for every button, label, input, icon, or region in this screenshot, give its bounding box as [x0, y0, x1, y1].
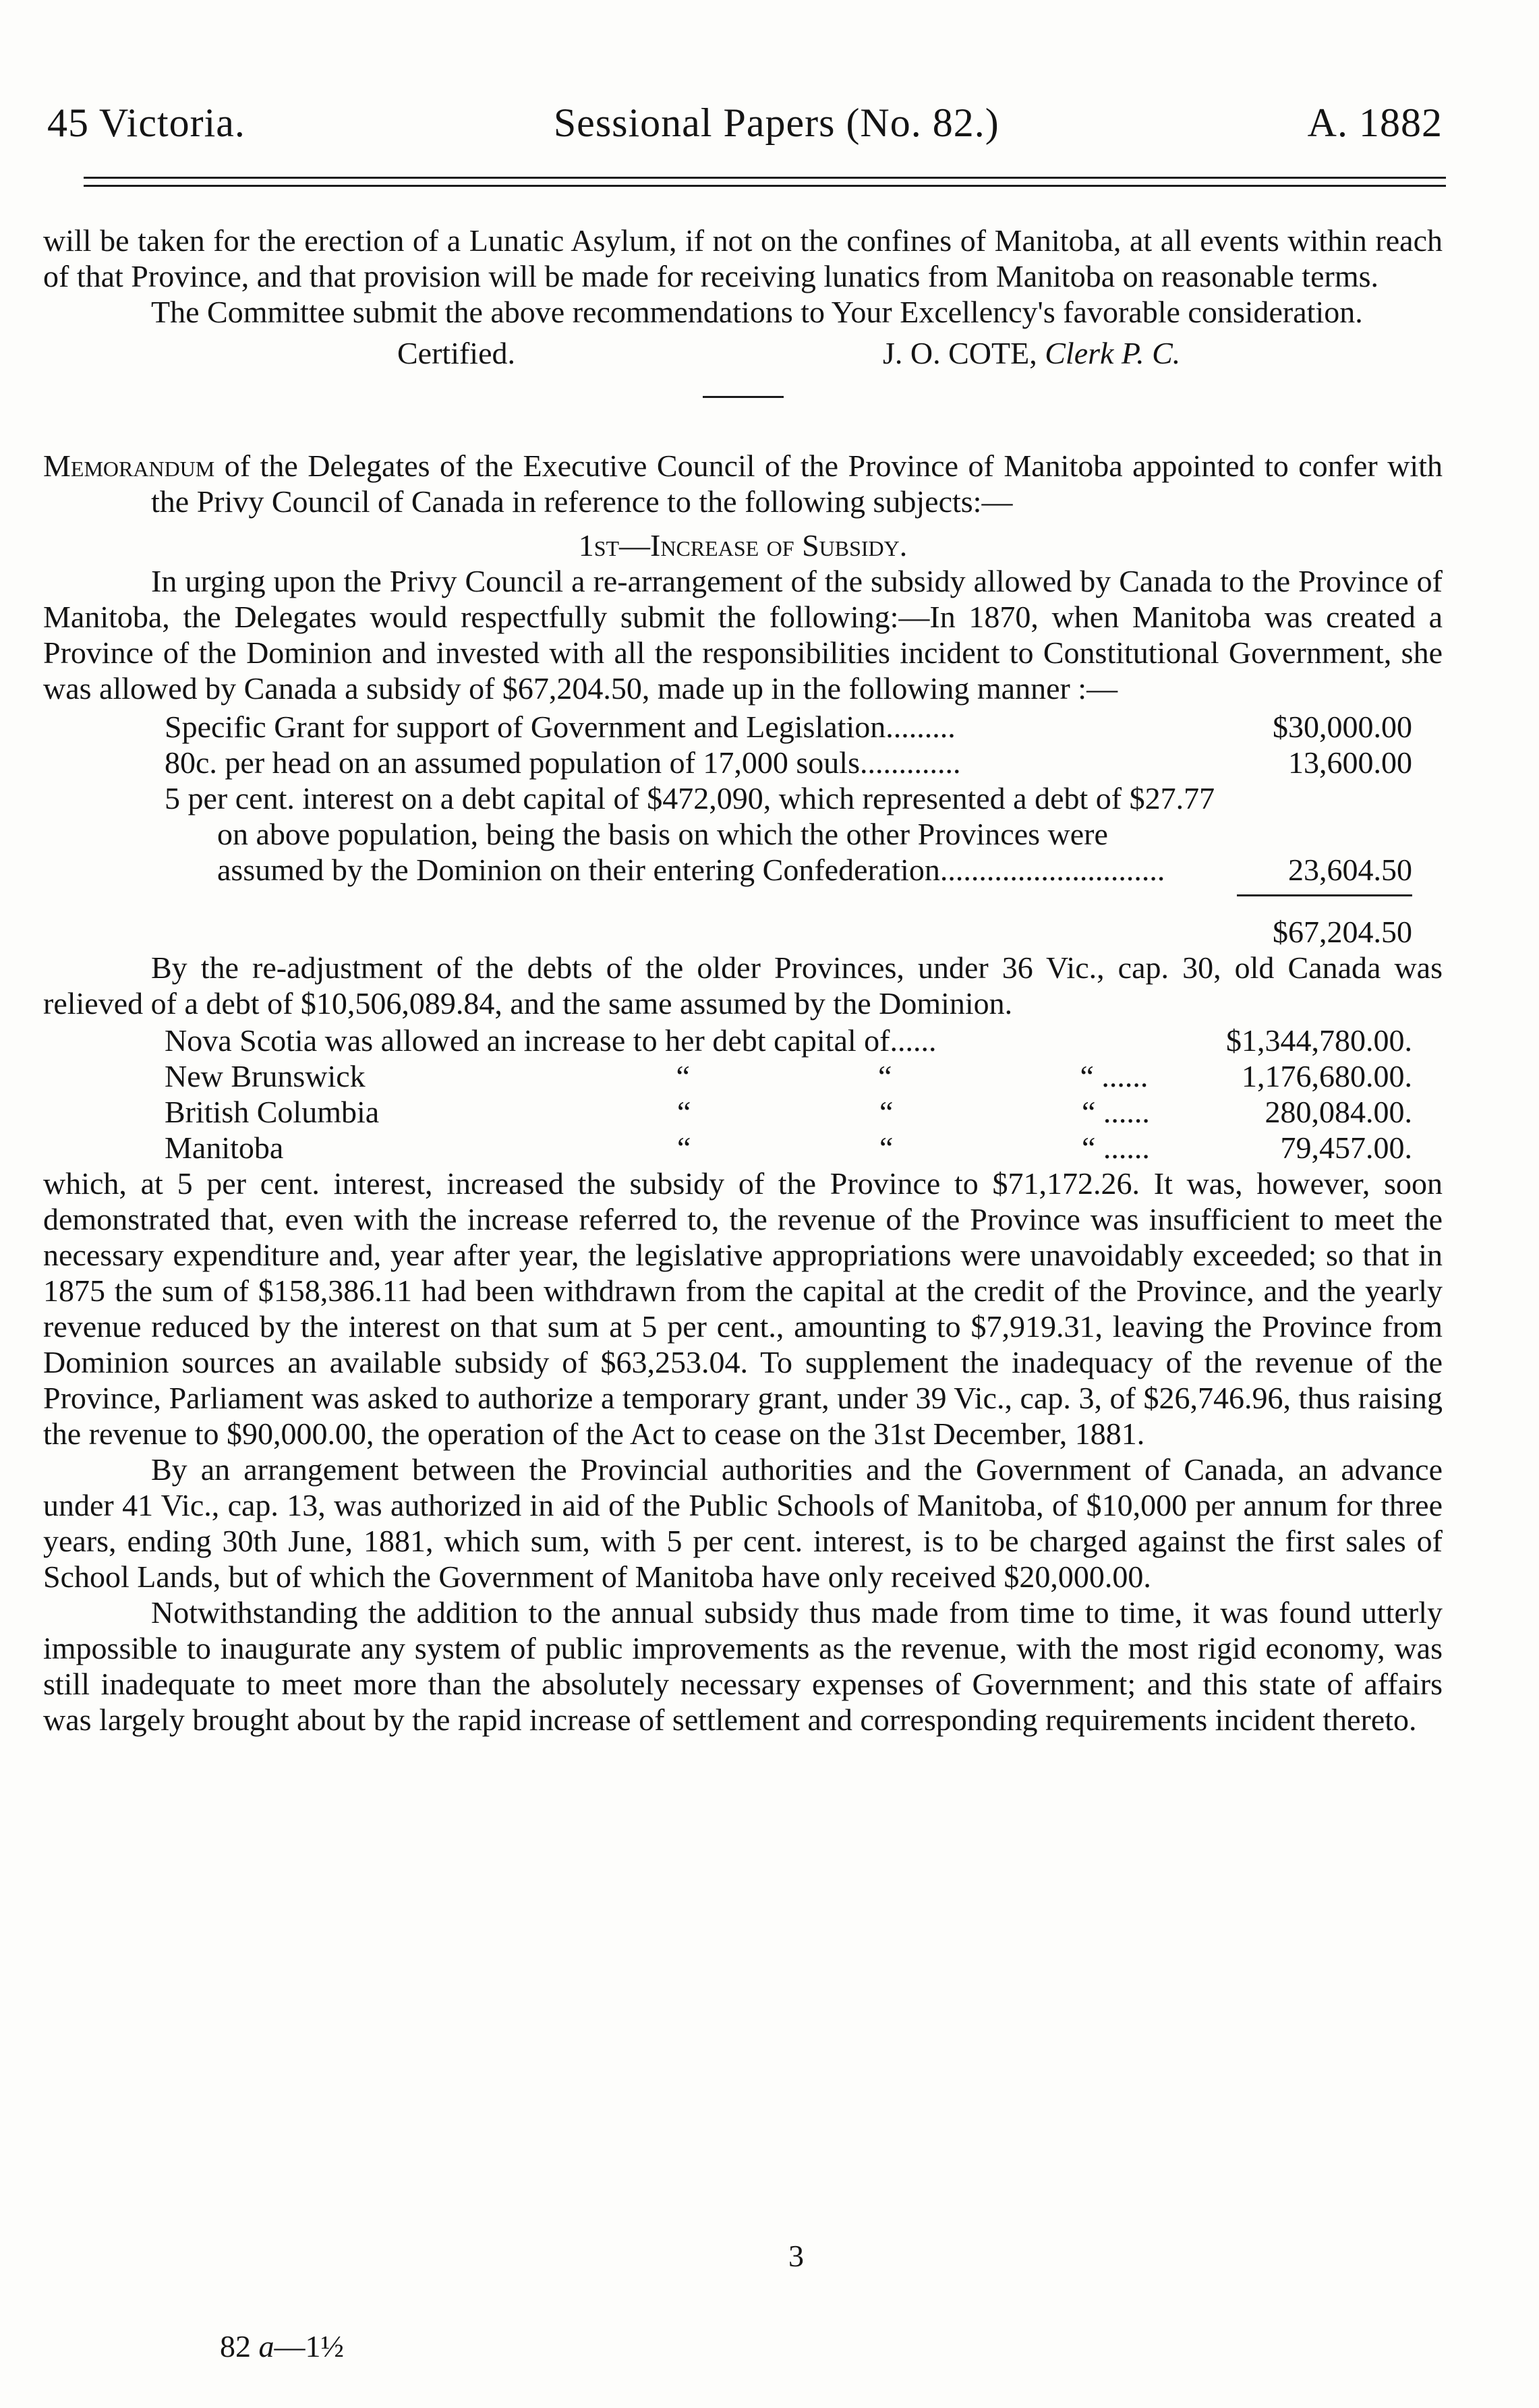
paragraph-lunatic-asylum: will be taken for the erection of a Lunatic Asylum, if not on the confines of Manitoba, at all events within reach of that Province, and that provision will be made for receiving lunatics from Manitoba on reasonable terms.: [43, 223, 1443, 293]
memorandum-heading: [43, 448, 1443, 519]
province-name: Nova Scotia was allowed an increase to her debt capital of......: [165, 1023, 937, 1058]
subsidy-desc: 5 per cent. interest on a debt capital of $472,090, which represented a debt of $27.77 on above population, being the basis on which the other Provinces were assumed by the Dominion on their entering Confederation.............................: [165, 781, 1215, 887]
header-year: A. 1882: [1307, 101, 1443, 145]
province-amount: 1,176,680.00.: [1242, 1059, 1413, 1093]
ditto-mark: “ ......: [1080, 1059, 1149, 1093]
ditto-mark: “: [879, 1095, 894, 1129]
paragraph-public-schools: By an arrangement between the Provincial authorities and the Government of Canada, an advance under 41 Vic., cap. 13, was authorized in aid of the Public Schools of Manitoba, of $10,000 per annum for three years, ending 30th June, 1881, which sum, with 5 per cent. interest, is to be charged against the first sales of School Lands, but of which the Government of Manitoba have only received $20,000.00.: [43, 1452, 1443, 1594]
subsidy-amount: 13,600.00: [1288, 745, 1412, 780]
subsidy-total: $67,204.50: [1273, 915, 1412, 949]
subsidy-amount: 23,604.50: [1288, 853, 1412, 887]
header-session: 45 Victoria.: [47, 101, 245, 145]
certification-line: [43, 335, 1443, 374]
subsidy-desc: 80c. per head on an assumed population of 17,000 souls.............: [165, 745, 961, 780]
body-text: [43, 223, 1443, 1738]
signature-number: 82: [220, 2329, 251, 2363]
ditto-mark: “ ......: [1082, 1095, 1150, 1129]
memorandum-lead: Memorandum: [43, 449, 215, 483]
subsidy-row: [165, 745, 1412, 780]
province-row: [165, 1094, 1412, 1130]
province-amount: 280,084.00.: [1265, 1095, 1412, 1129]
clerk-signature: [883, 335, 1180, 371]
printer-signature: [220, 2328, 344, 2364]
clerk-title: Clerk P. C.: [1045, 336, 1181, 370]
paragraph-subsidy-intro: In urging upon the Privy Council a re-arrangement of the subsidy allowed by Canada to the Province of Manitoba, the Delegates would respectfully submit the following:—In 1870, when Manitoba was created a Province of the Dominion and invested with all the responsibilities incident to Constitutional Government, she was allowed by Canada a subsidy of $67,204.50, made up in the following manner :—: [43, 564, 1443, 706]
ditto-mark: “: [879, 1130, 894, 1165]
section-heading-subsidy: 1st—Increase of Subsidy.: [578, 528, 908, 563]
subsidy-total-row: [43, 914, 1412, 950]
header-rule-bottom: [84, 185, 1446, 187]
subsidy-table: [165, 709, 1412, 896]
province-row: [165, 1023, 1412, 1058]
province-amount: $1,344,780.00.: [1226, 1023, 1412, 1058]
province-row: [165, 1130, 1412, 1166]
paragraph-public-improvements: Notwithstanding the addition to the annual subsidy thus made from time to time, it was found utterly impossible to inaugurate any system of public improvements as the revenue, with the most rigid economy, was still inadequate to meet more than the absolutely necessary expenses of Government; and this state of affairs was largely brought about by the rapid increase of settlement and corresponding requirements incident thereto.: [43, 1595, 1443, 1737]
signature-suffix: —1½: [274, 2329, 344, 2363]
document-page: [43, 0, 1443, 2408]
paragraph-revenue-inadequate: which, at 5 per cent. interest, increased the subsidy of the Province to $71,172.26. It was, however, soon demonstrated that, even with the increase referred to, the revenue of the Province was insufficient to meet the necessary expenditure and, year after year, the legislative appropriations were unavoidably exceeded; so that in 1875 the sum of $158,386.11 had been withdrawn from the capital at the credit of the Province, and the yearly revenue reduced by the interest on that sum at 5 per cent., amounting to $7,919.31, leaving the Province from Dominion sources an available subsidy of $63,253.04. To supplement the inadequacy of the revenue of the Province, Parliament was asked to authorize a temporary grant, under 39 Vic., cap. 3, of $26,746.96, thus raising the revenue to $90,000.00, the operation of the Act to cease on the 31st December, 1881.: [43, 1166, 1443, 1451]
province-name: British Columbia: [165, 1095, 380, 1129]
ditto-mark: “: [677, 1095, 691, 1129]
clerk-name: J. O. COTE,: [883, 336, 1037, 370]
ditto-mark: “ ......: [1082, 1130, 1150, 1165]
running-header: [43, 100, 1443, 146]
ditto-mark: “: [677, 1130, 691, 1165]
province-name: New Brunswick: [165, 1059, 366, 1093]
section-divider: [703, 396, 784, 398]
header-double-rule: [84, 177, 1446, 187]
paragraph-readjustment: By the re-adjustment of the debts of the older Provinces, under 36 Vic., cap. 30, old Canada was relieved of a debt of $10,506,089.84, and the same assumed by the Dominion.: [43, 950, 1443, 1021]
header-title: Sessional Papers (No. 82.): [553, 101, 999, 145]
province-name: Manitoba: [165, 1130, 284, 1165]
province-debt-table: [165, 1023, 1412, 1166]
subsidy-total-rule: [1237, 894, 1412, 896]
subsidy-row: [165, 709, 1412, 745]
subsidy-row: [165, 780, 1412, 888]
page-number: 3: [788, 2239, 804, 2273]
memorandum-text: of the Delegates of the Executive Council of the Province of Manitoba appointed to confer with the Privy Council of Canada in reference to the following subjects:—: [151, 449, 1443, 519]
header-rule-top: [84, 177, 1446, 179]
signature-letter: a: [258, 2329, 274, 2363]
province-row: [165, 1058, 1412, 1094]
subsidy-amount: $30,000.00: [1273, 710, 1412, 744]
subsidy-desc: Specific Grant for support of Government and Legislation.........: [165, 710, 956, 744]
ditto-mark: “: [676, 1059, 690, 1093]
certified-label: Certified.: [397, 336, 515, 370]
paragraph-committee-submit: The Committee submit the above recommendations to Your Excellency's favorable consideration.: [151, 295, 1363, 329]
province-amount: 79,457.00.: [1280, 1130, 1412, 1165]
ditto-mark: “: [878, 1059, 892, 1093]
